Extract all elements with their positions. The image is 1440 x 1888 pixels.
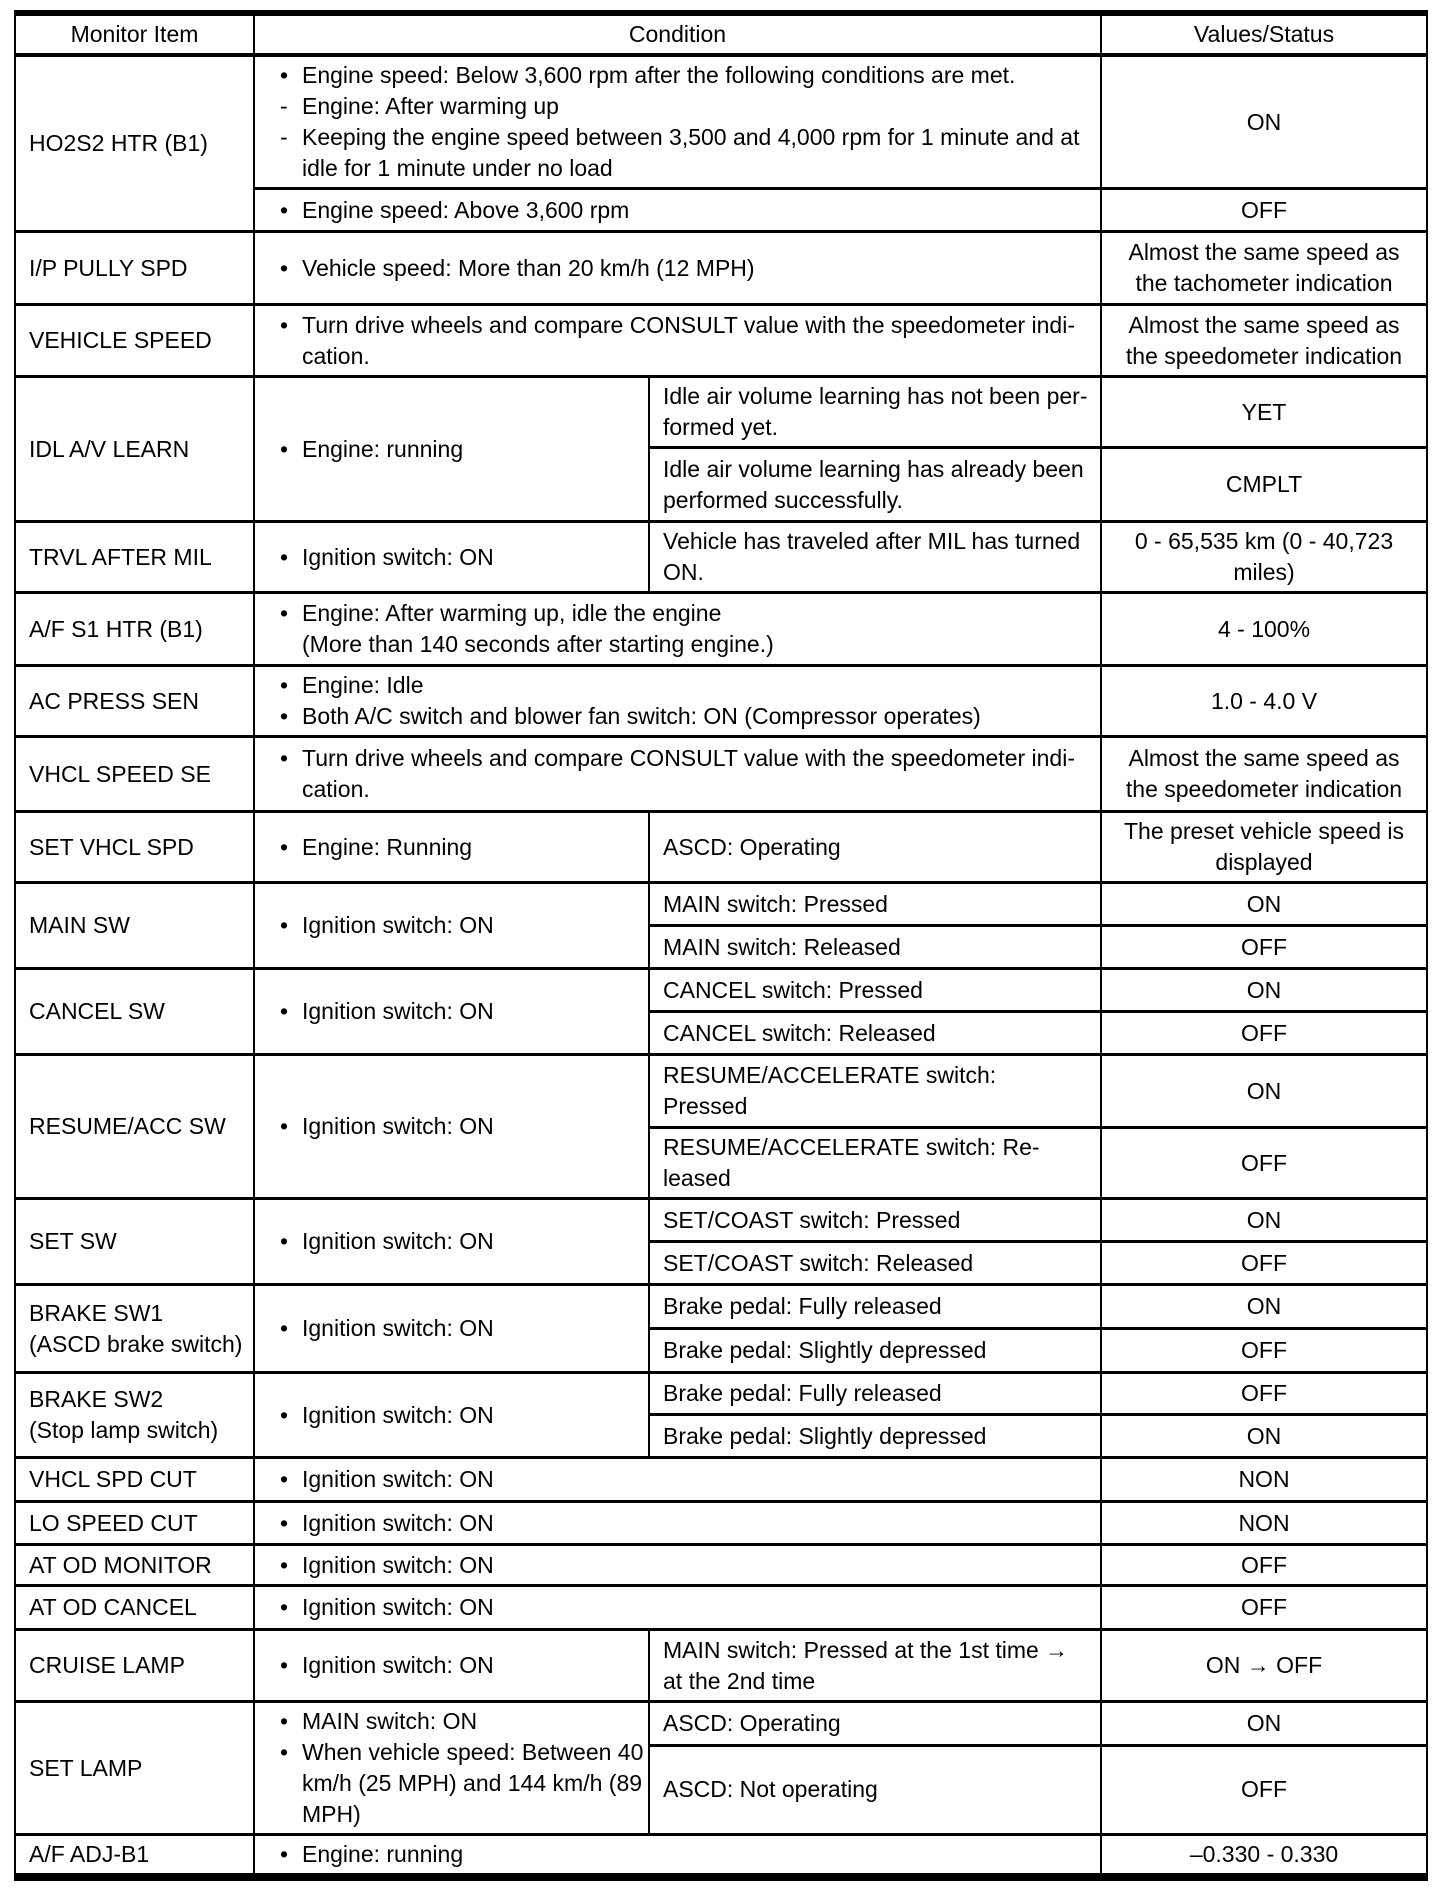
monitor-item-cell [15, 593, 254, 666]
table-row [15, 1545, 1427, 1586]
value-cell: The preset vehicle speed is displayed [1101, 812, 1427, 883]
bullet-marker: • [280, 1466, 289, 1492]
condition-cell [254, 969, 649, 1055]
text-line: CANCEL switch: Released [663, 1019, 936, 1046]
subcondition-cell [649, 1055, 1101, 1128]
table-row [15, 969, 1427, 1012]
text-line [255, 1464, 1100, 1495]
bullet-marker: • [280, 1401, 289, 1428]
text-line [255, 341, 1100, 372]
text-line: HO2S2 HTR (B1) [29, 130, 208, 156]
line-text: Engine: After warming up [302, 93, 559, 119]
text-line: A/F S1 HTR (B1) [29, 615, 203, 642]
monitor-item-cell [15, 232, 254, 305]
monitor-item-cell [15, 522, 254, 593]
text-line [255, 1799, 648, 1830]
bullet-marker: - [280, 93, 288, 119]
bullet-marker: • [280, 745, 289, 771]
monitor-item-cell [15, 1586, 254, 1630]
text-line: IDL A/V LEARN [29, 435, 190, 462]
bullet-marker: • [280, 254, 289, 281]
bullet-marker: • [280, 1841, 289, 1867]
value-cell: ON [1101, 1415, 1427, 1458]
table-row [15, 55, 1427, 189]
subcondition-cell [649, 883, 1101, 926]
bullet-marker: - [280, 124, 288, 150]
condition-cell [254, 666, 1101, 737]
condition-cell [254, 1055, 649, 1199]
text-line [255, 774, 1100, 805]
text-line: VHCL SPD CUT [29, 1466, 197, 1492]
value-cell: 1.0 - 4.0 V [1101, 666, 1427, 737]
text-line: Vehicle has traveled after MIL has turned [663, 528, 1081, 554]
text-line [255, 60, 1100, 91]
text-line [255, 701, 1100, 732]
line-text: Ignition switch: ON [302, 1401, 494, 1428]
text-line: SET/COAST switch: Pressed [663, 1206, 961, 1233]
monitor-item-cell [15, 1545, 254, 1586]
line-text: idle for 1 minute under no load [302, 155, 613, 181]
text-line: MAIN switch: Released [663, 933, 901, 960]
subcondition-cell [649, 1199, 1101, 1242]
line-text: Ignition switch: ON [302, 543, 494, 570]
column-header-condition: Condition [254, 13, 1101, 55]
subcondition-cell [649, 1745, 1101, 1834]
bullet-marker: • [280, 672, 289, 698]
text-line: AT OD MONITOR [29, 1551, 212, 1578]
text-line: LO SPEED CUT [29, 1509, 198, 1536]
text-line: SET SW [29, 1228, 117, 1254]
table-row [15, 232, 1427, 305]
monitor-item-cell [15, 1835, 254, 1878]
table-row [15, 1373, 1427, 1415]
line-text: Ignition switch: ON [302, 1551, 494, 1578]
value-cell: OFF [1101, 1128, 1427, 1199]
line-text: Engine: After warming up, idle the engine [302, 600, 722, 626]
line-text: Engine speed: Below 3,600 rpm after the following conditions are met. [302, 62, 1016, 88]
bullet-marker [268, 774, 302, 805]
subcondition-cell [649, 1128, 1101, 1199]
text-line [255, 598, 1100, 629]
bullet-marker: • [280, 998, 289, 1024]
text-line: leased [663, 1165, 731, 1191]
value-cell: OFF [1101, 926, 1427, 969]
monitor-item-cell [15, 55, 254, 232]
value-cell: NON [1101, 1458, 1427, 1502]
line-text: Engine: Running [302, 833, 473, 860]
text-line [255, 629, 1100, 660]
line-text: Engine: Idle [302, 672, 424, 698]
text-line: CANCEL SW [29, 998, 165, 1024]
subcondition-cell [649, 1415, 1101, 1458]
value-cell: ON [1101, 883, 1427, 926]
condition-cell [254, 883, 649, 969]
bullet-marker: • [280, 311, 289, 338]
table-row [15, 737, 1427, 812]
text-line [255, 1592, 1100, 1623]
text-line: I/P PULLY SPD [29, 254, 188, 281]
condition-cell [254, 522, 649, 593]
value-cell: ON [1101, 1285, 1427, 1329]
value-cell: –0.330 - 0.330 [1101, 1835, 1427, 1878]
line-text: MPH) [302, 1801, 361, 1827]
subcondition-cell [649, 812, 1101, 883]
line-text: Engine: running [302, 1841, 464, 1867]
monitor-item-cell [15, 969, 254, 1055]
text-line [255, 310, 1100, 341]
table-row [15, 593, 1427, 666]
value-cell: OFF [1101, 1373, 1427, 1415]
value-cell: CMPLT [1101, 448, 1427, 522]
text-line: Brake pedal: Fully released [663, 1380, 942, 1406]
text-line: TRVL AFTER MIL [29, 543, 212, 570]
text-line [255, 1226, 648, 1257]
text-line [255, 743, 1100, 774]
table-row [15, 1702, 1427, 1746]
monitor-item-cell [15, 812, 254, 883]
bullet-marker: • [280, 435, 289, 462]
line-text: Ignition switch: ON [302, 1652, 494, 1678]
subcondition-cell [649, 1242, 1101, 1285]
text-line: CRUISE LAMP [29, 1652, 185, 1678]
bullet-marker: • [280, 600, 289, 626]
condition-cell [254, 1702, 649, 1835]
bullet-marker: • [280, 1228, 289, 1254]
text-line [255, 1550, 1100, 1581]
bullet-marker [268, 1768, 302, 1799]
table-row [15, 1586, 1427, 1630]
text-line: AC PRESS SEN [29, 687, 199, 714]
condition-cell [254, 1373, 649, 1458]
subcondition-cell [649, 377, 1101, 448]
text-line [255, 1768, 648, 1799]
condition-cell [254, 305, 1101, 377]
value-cell: Almost the same speed as the speedometer indication [1101, 737, 1427, 812]
line-text: cation. [302, 342, 370, 369]
text-line: Idle air volume learning has not been per- [663, 383, 1088, 409]
line-text: Ignition switch: ON [302, 1315, 494, 1341]
line-text: Vehicle speed: More than 20 km/h (12 MPH) [302, 254, 755, 281]
table-row [15, 1630, 1427, 1702]
table-row [15, 812, 1427, 883]
text-line [255, 195, 1100, 226]
table-row [15, 1835, 1427, 1878]
text-line [255, 1706, 648, 1737]
text-line: (Stop lamp switch) [29, 1417, 219, 1443]
bullet-marker: • [280, 703, 289, 729]
text-line [255, 1508, 1100, 1539]
condition-cell [254, 1458, 1101, 1502]
value-cell: Almost the same speed as the speedometer indication [1101, 305, 1427, 377]
line-text: cation. [302, 776, 370, 802]
bullet-marker: • [280, 1739, 289, 1765]
text-line: Brake pedal: Fully released [663, 1293, 942, 1319]
condition-cell [254, 232, 1101, 305]
line-text: (More than 140 seconds after starting engine.) [302, 631, 774, 657]
condition-cell [254, 1285, 649, 1373]
text-line: SET LAMP [29, 1754, 143, 1781]
subcondition-cell [649, 1329, 1101, 1373]
line-text: Both A/C switch and blower fan switch: ON (Compressor operates) [302, 703, 981, 729]
table-row [15, 522, 1427, 593]
value-cell: ON [1101, 969, 1427, 1012]
monitor-item-cell [15, 305, 254, 377]
subcondition-cell [649, 448, 1101, 522]
text-line: SET/COAST switch: Released [663, 1249, 974, 1276]
line-text: Ignition switch: ON [302, 1594, 494, 1620]
monitor-item-cell [15, 377, 254, 522]
value-cell: OFF [1101, 1329, 1427, 1373]
header-row [15, 13, 1427, 55]
bullet-marker: • [280, 1113, 289, 1139]
line-text: When vehicle speed: Between 40 [302, 1739, 644, 1765]
value-cell: OFF [1101, 1545, 1427, 1586]
value-cell: OFF [1101, 1012, 1427, 1055]
text-line: Pressed [663, 1093, 748, 1119]
condition-cell [254, 737, 1101, 812]
value-cell: ON [1101, 1055, 1427, 1128]
text-line [255, 122, 1100, 153]
text-line: VHCL SPEED SE [29, 760, 211, 787]
text-line [255, 1737, 648, 1768]
bullet-marker [268, 629, 302, 660]
text-line [255, 153, 1100, 184]
table-row [15, 883, 1427, 926]
text-line: performed successfully. [663, 486, 903, 513]
line-text: Ignition switch: ON [302, 1113, 494, 1139]
line-text: MAIN switch: ON [302, 1708, 478, 1734]
value-cell: OFF [1101, 189, 1427, 232]
line-text: Ignition switch: ON [302, 912, 494, 938]
condition-cell [254, 377, 649, 522]
text-line: ASCD: Operating [663, 1709, 841, 1736]
bullet-marker: • [280, 1509, 289, 1536]
condition-cell [254, 1545, 1101, 1586]
text-line [255, 1839, 1100, 1870]
table-row [15, 1199, 1427, 1242]
monitor-item-cell [15, 1630, 254, 1702]
condition-cell [254, 593, 1101, 666]
text-line: RESUME/ACCELERATE switch: Re- [663, 1134, 1040, 1160]
bullet-marker: • [280, 1315, 289, 1341]
value-cell: NON [1101, 1502, 1427, 1545]
line-text: Ignition switch: ON [302, 998, 494, 1024]
value-cell: ON [1101, 55, 1427, 189]
table-row [15, 666, 1427, 737]
text-line: Brake pedal: Slightly depressed [663, 1337, 987, 1363]
line-text: Turn drive wheels and compare CONSULT value with the speedometer indi- [302, 311, 1075, 338]
text-line [255, 670, 1100, 701]
text-line: MAIN switch: Pressed [663, 890, 888, 917]
table-row [15, 305, 1427, 377]
value-cell: OFF [1101, 1242, 1427, 1285]
condition-cell [254, 1630, 649, 1702]
bullet-marker: • [280, 833, 289, 860]
text-line: formed yet. [663, 414, 779, 440]
monitor-item-cell [15, 1373, 254, 1458]
text-line: A/F ADJ-B1 [29, 1841, 150, 1867]
text-line: VEHICLE SPEED [29, 327, 212, 353]
text-line: SET VHCL SPD [29, 833, 194, 860]
subcondition-cell [649, 522, 1101, 593]
value-cell: YET [1101, 377, 1427, 448]
condition-cell [254, 1835, 1101, 1878]
text-line: (ASCD brake switch) [29, 1330, 243, 1357]
line-text: km/h (25 MPH) and 144 km/h (89 [302, 1770, 643, 1796]
monitor-item-cell [15, 666, 254, 737]
text-line: MAIN switch: Pressed at the 1st time → [663, 1636, 1069, 1663]
text-line: Brake pedal: Slightly depressed [663, 1422, 987, 1449]
text-line [255, 91, 1100, 122]
value-cell: Almost the same speed as the tachometer indication [1101, 232, 1427, 305]
text-line: at the 2nd time [663, 1667, 816, 1694]
condition-cell [254, 1199, 649, 1285]
monitor-item-cell [15, 1458, 254, 1502]
text-line [255, 1111, 648, 1142]
value-cell: OFF [1101, 1586, 1427, 1630]
condition-cell [254, 55, 1101, 189]
monitor-item-cell [15, 1055, 254, 1199]
condition-cell [254, 189, 1101, 232]
text-line [255, 1400, 648, 1431]
text-line: ASCD: Not operating [663, 1776, 878, 1803]
line-text: Ignition switch: ON [302, 1466, 494, 1492]
text-line [255, 253, 1100, 284]
table-row [15, 1458, 1427, 1502]
text-line: RESUME/ACCELERATE switch: [663, 1062, 997, 1088]
bullet-marker: • [280, 1652, 289, 1678]
text-line: RESUME/ACC SW [29, 1113, 226, 1139]
monitor-item-cell [15, 1285, 254, 1373]
text-line [255, 542, 648, 573]
table-row [15, 1502, 1427, 1545]
column-header-monitor-item: Monitor Item [15, 13, 254, 55]
bullet-marker: • [280, 62, 289, 88]
text-line: BRAKE SW2 [29, 1386, 164, 1412]
bullet-marker: • [280, 543, 289, 570]
monitor-item-cell [15, 1502, 254, 1545]
text-line [255, 434, 648, 465]
value-cell: ON → OFF [1101, 1630, 1427, 1702]
table-row [15, 1285, 1427, 1329]
bullet-marker: • [280, 912, 289, 938]
subcondition-cell [649, 1012, 1101, 1055]
monitor-item-cell [15, 1199, 254, 1285]
bullet-marker [268, 341, 302, 372]
line-text: Keeping the engine speed between 3,500 and 4,000 rpm for 1 minute and at [302, 124, 1080, 150]
line-text: Ignition switch: ON [302, 1509, 494, 1536]
bullet-marker [268, 153, 302, 184]
subcondition-cell [649, 1702, 1101, 1746]
text-line [255, 1313, 648, 1344]
subcondition-cell [649, 1630, 1101, 1702]
text-line [255, 996, 648, 1027]
column-header-values-status: Values/Status [1101, 13, 1427, 55]
condition-cell [254, 1502, 1101, 1545]
bullet-marker: • [280, 1594, 289, 1620]
text-line [255, 910, 648, 941]
bullet-marker: • [280, 196, 289, 223]
subcondition-cell [649, 969, 1101, 1012]
table-row [15, 377, 1427, 448]
text-line: CANCEL switch: Pressed [663, 976, 923, 1003]
line-text: Turn drive wheels and compare CONSULT value with the speedometer indi- [302, 745, 1075, 771]
condition-cell [254, 1586, 1101, 1630]
text-line: BRAKE SW1 [29, 1299, 164, 1326]
value-cell: ON [1101, 1199, 1427, 1242]
value-cell: 0 - 65,535 km (0 - 40,723 miles) [1101, 522, 1427, 593]
text-line: ASCD: Operating [663, 833, 841, 860]
condition-cell [254, 812, 649, 883]
text-line [255, 832, 648, 863]
text-line: MAIN SW [29, 912, 130, 938]
text-line: AT OD CANCEL [29, 1594, 197, 1620]
monitor-table [14, 10, 1428, 1881]
monitor-item-cell [15, 883, 254, 969]
table-row [15, 1055, 1427, 1128]
value-cell: OFF [1101, 1745, 1427, 1834]
value-cell: ON [1101, 1702, 1427, 1746]
monitor-item-cell [15, 1702, 254, 1835]
monitor-item-cell [15, 737, 254, 812]
line-text: Ignition switch: ON [302, 1228, 494, 1254]
subcondition-cell [649, 926, 1101, 969]
bullet-marker: • [280, 1551, 289, 1578]
bullet-marker [268, 1799, 302, 1830]
text-line: ON. [663, 559, 704, 585]
value-cell: 4 - 100% [1101, 593, 1427, 666]
bullet-marker: • [280, 1708, 289, 1734]
subcondition-cell [649, 1373, 1101, 1415]
subcondition-cell [649, 1285, 1101, 1329]
text-line: Idle air volume learning has already been [663, 455, 1084, 482]
line-text: Engine speed: Above 3,600 rpm [302, 196, 630, 223]
line-text: Engine: running [302, 435, 464, 462]
text-line [255, 1650, 648, 1681]
